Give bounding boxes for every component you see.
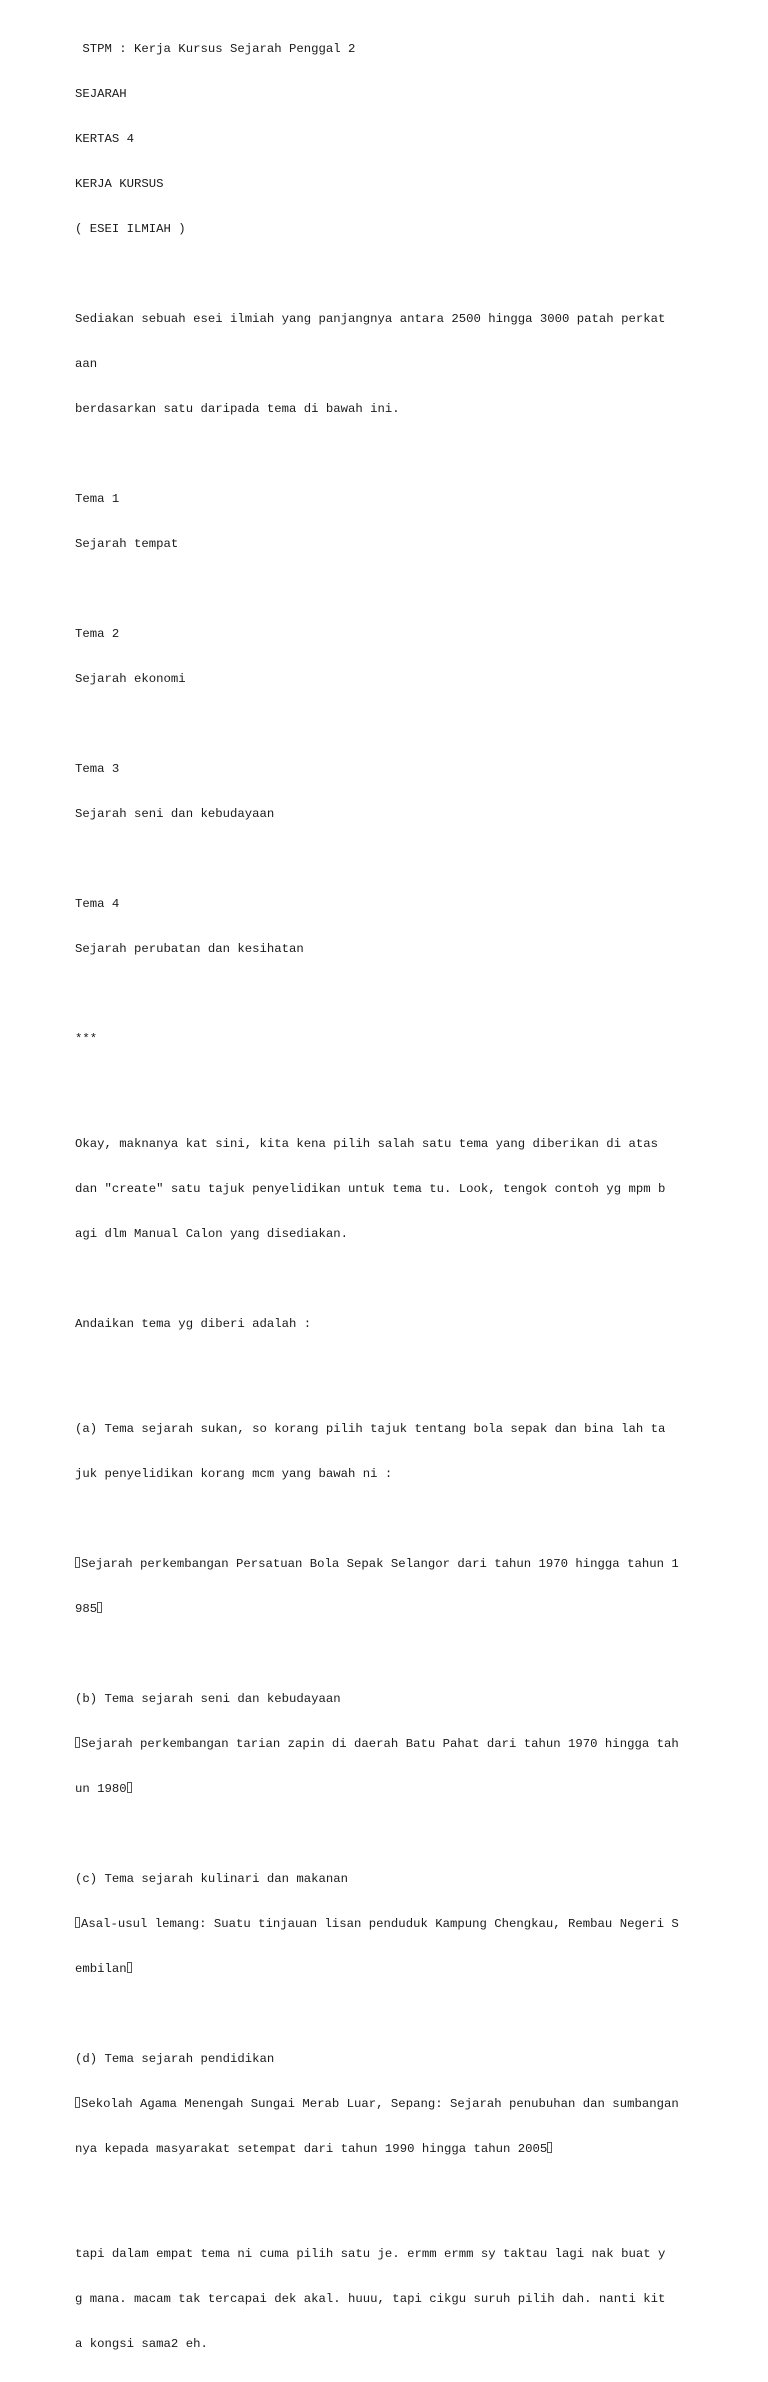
example-b-title-line — [75, 1737, 695, 1752]
example-d-title-line — [75, 2097, 695, 2112]
example-d-title-line — [75, 2142, 695, 2157]
missing-glyph-icon — [127, 1962, 132, 1973]
theme-label: Tema 4 — [75, 897, 120, 911]
assumption-line: Andaikan tema yg diberi adalah : — [75, 1317, 312, 1331]
header-subject: SEJARAH — [75, 87, 127, 101]
example-a-title-line — [75, 1602, 695, 1617]
header-coursework: KERJA KURSUS — [75, 177, 164, 191]
header-paper: KERTAS 4 — [75, 132, 135, 146]
theme-label: Tema 1 — [75, 492, 120, 506]
example-d-title: nya kepada masyarakat setempat dari tahun 1990 hingga tahun 2005 — [75, 2142, 548, 2156]
example-c-title-line — [75, 1917, 695, 1932]
instruction-line: aan — [75, 357, 98, 371]
missing-glyph-icon — [547, 2142, 552, 2153]
example-a-intro: juk penyelidikan korang mcm yang bawah ni : — [75, 1467, 393, 1481]
theme-title: Sejarah perubatan dan kesihatan — [75, 942, 304, 956]
example-c-title: embilan — [75, 1962, 127, 1976]
theme-title: Sejarah ekonomi — [75, 672, 186, 686]
theme-label: Tema 3 — [75, 762, 120, 776]
example-a-title: 985 — [75, 1602, 98, 1616]
missing-glyph-icon — [127, 1782, 132, 1793]
header-course-line: STPM : Kerja Kursus Sejarah Penggal 2 — [75, 42, 356, 56]
example-b-title: un 1980 — [75, 1782, 127, 1796]
example-a-intro: (a) Tema sejarah sukan, so korang pilih tajuk tentang bola sepak dan bina lah ta — [75, 1422, 666, 1436]
separator: *** — [75, 1032, 98, 1046]
example-a-title-line — [75, 1557, 695, 1572]
commentary-line: Okay, maknanya kat sini, kita kena pilih salah satu tema yang diberikan di atas — [75, 1137, 658, 1151]
closing-line: g mana. macam tak tercapai dek akal. huuu, tapi cikgu suruh pilih dah. nanti kit — [75, 2292, 666, 2306]
instruction-line: Sediakan sebuah esei ilmiah yang panjangnya antara 2500 hingga 3000 patah perkat — [75, 312, 666, 326]
theme-title: Sejarah tempat — [75, 537, 179, 551]
example-d-intro: (d) Tema sejarah pendidikan — [75, 2052, 275, 2066]
example-a-title: Sejarah perkembangan Persatuan Bola Sepak Selangor dari tahun 1970 hingga tahun 1 — [81, 1557, 679, 1571]
commentary-line: agi dlm Manual Calon yang disediakan. — [75, 1227, 349, 1241]
example-b-intro: (b) Tema sejarah seni dan kebudayaan — [75, 1692, 341, 1706]
missing-glyph-icon — [75, 1557, 80, 1568]
example-c-title: Asal-usul lemang: Suatu tinjauan lisan penduduk Kampung Chengkau, Rembau Negeri S — [81, 1917, 679, 1931]
example-c-intro: (c) Tema sejarah kulinari dan makanan — [75, 1872, 349, 1886]
example-d-title: Sekolah Agama Menengah Sungai Merab Luar, Sepang: Sejarah penubuhan dan sumbangan — [81, 2097, 679, 2111]
missing-glyph-icon — [75, 2097, 80, 2108]
commentary-line: dan "create" satu tajuk penyelidikan untuk tema tu. Look, tengok contoh yg mpm b — [75, 1182, 666, 1196]
document-text — [75, 12, 695, 2382]
closing-line: a kongsi sama2 eh. — [75, 2337, 208, 2351]
header-essay-type: ( ESEI ILMIAH ) — [75, 222, 186, 236]
theme-title: Sejarah seni dan kebudayaan — [75, 807, 275, 821]
missing-glyph-icon — [75, 1737, 80, 1748]
missing-glyph-icon — [75, 1917, 80, 1928]
instruction-line: berdasarkan satu daripada tema di bawah ini. — [75, 402, 400, 416]
example-b-title-line — [75, 1782, 695, 1797]
missing-glyph-icon — [97, 1602, 102, 1613]
example-c-title-line — [75, 1962, 695, 1977]
example-b-title: Sejarah perkembangan tarian zapin di daerah Batu Pahat dari tahun 1970 hingga tah — [81, 1737, 679, 1751]
theme-label: Tema 2 — [75, 627, 120, 641]
closing-line: tapi dalam empat tema ni cuma pilih satu je. ermm ermm sy taktau lagi nak buat y — [75, 2247, 666, 2261]
